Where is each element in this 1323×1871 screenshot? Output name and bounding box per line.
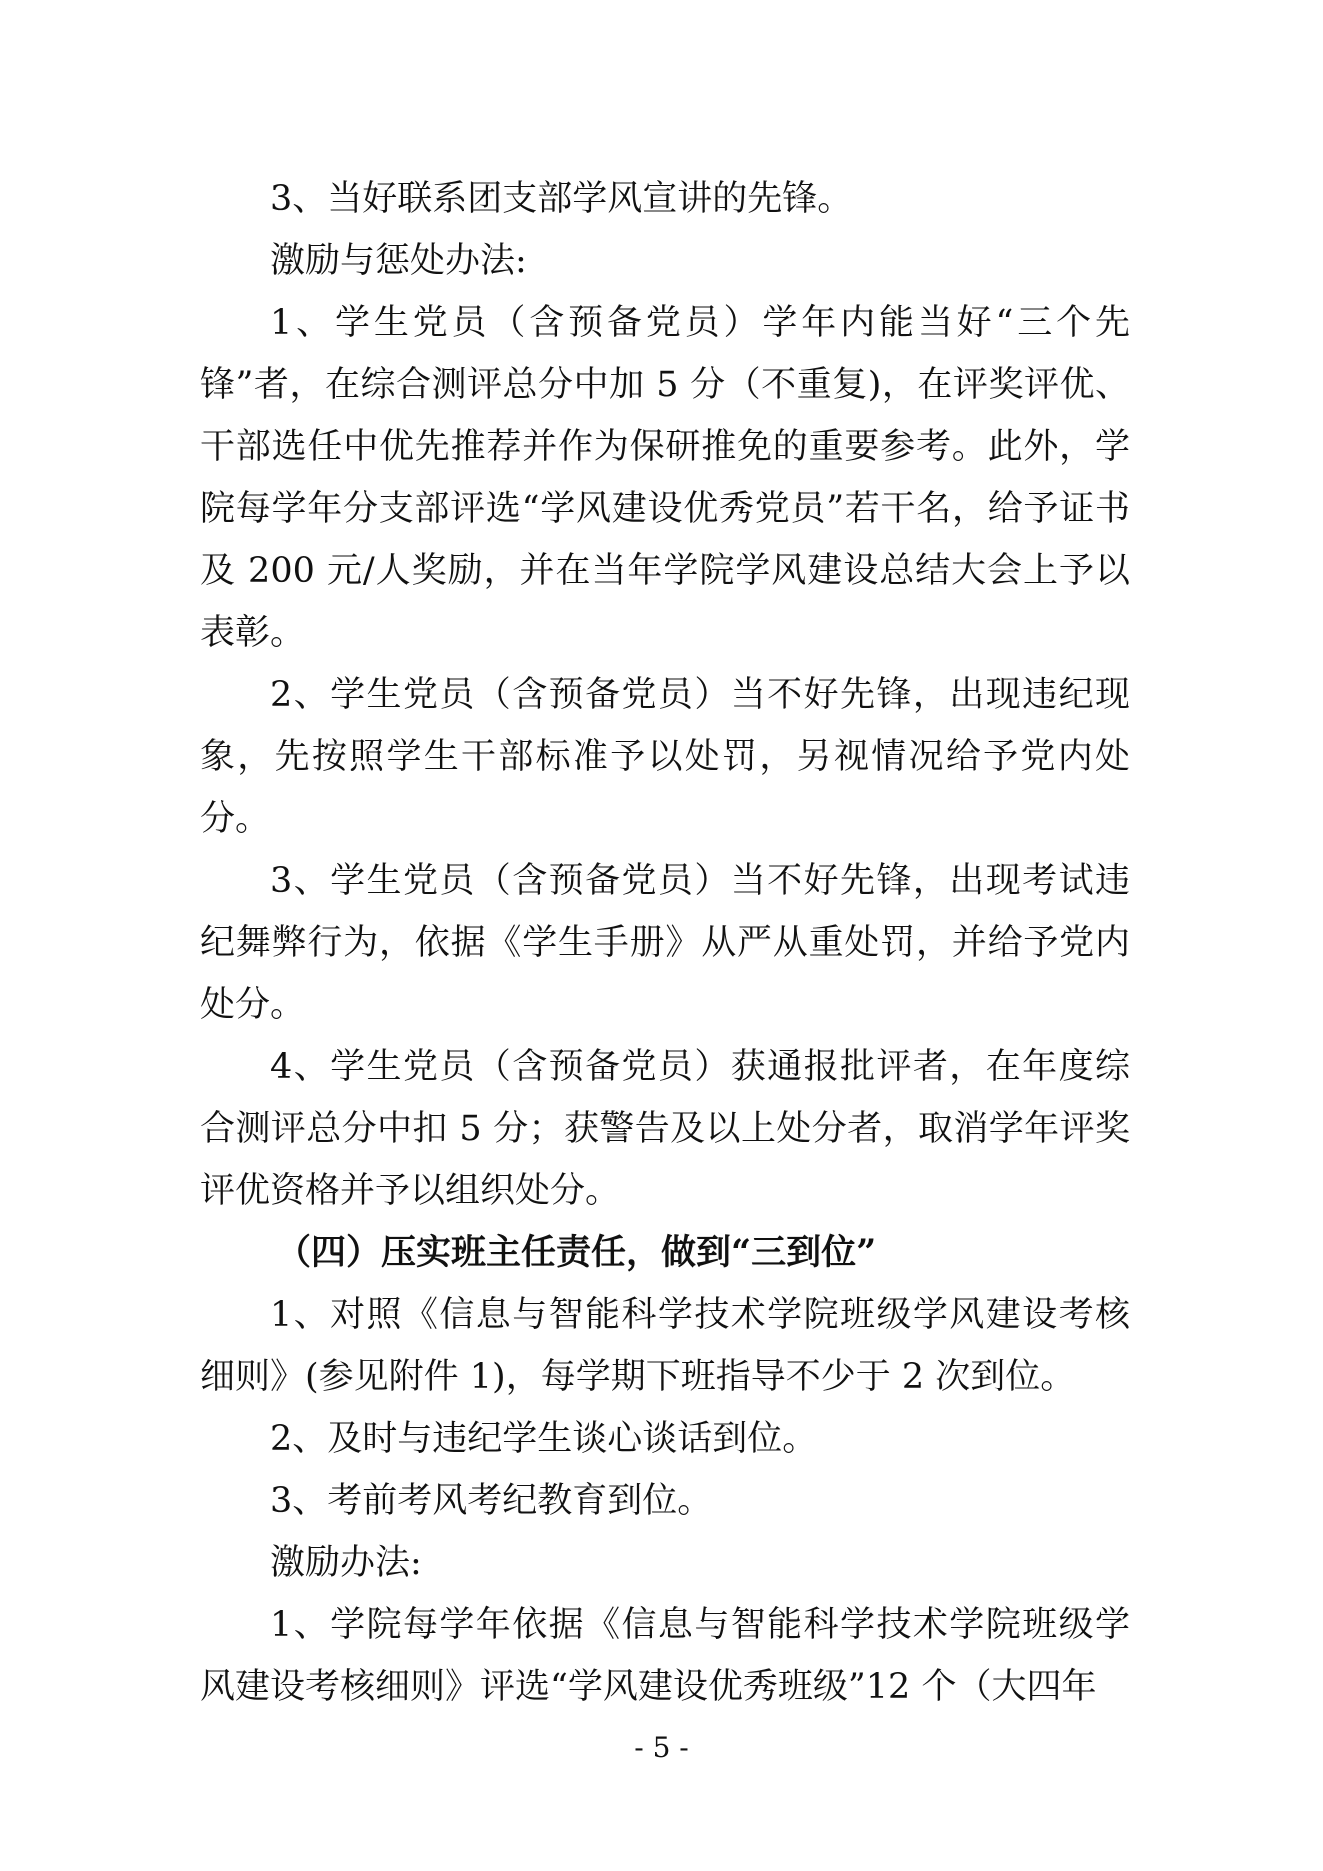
page-number: - 5 - bbox=[634, 1731, 689, 1764]
document-body bbox=[200, 168, 1130, 1718]
paragraph-punishment-3: 3、学生党员（含预备党员）当不好先锋，出现考试违纪舞弊行为，依据《学生手册》从严从重处罚，并给予党内处分。 bbox=[200, 861, 1130, 1025]
paragraph-incentive-punishment-title: 激励与惩处办法: bbox=[270, 241, 527, 281]
paragraph-item-3-vanguard: 3、当好联系团支部学风宣讲的先锋。 bbox=[270, 179, 853, 219]
paragraph-incentive-title: 激励办法: bbox=[270, 1543, 422, 1583]
paragraph-punishment-4: 4、学生党员（含预备党员）获通报批评者，在年度综合测评总分中扣 5 分；获警告及以上处分者，取消学年评奖评优资格并予以组织处分。 bbox=[200, 1047, 1130, 1211]
paragraph-head-teacher-1: 1、对照《信息与智能科学技术学院班级学风建设考核细则》(参见附件 1)，每学期下班指导不少于 2 次到位。 bbox=[200, 1295, 1130, 1397]
section-heading-4: （四）压实班主任责任，做到“三到位” bbox=[276, 1232, 877, 1273]
paragraph-incentive-1: 1、学生党员（含预备党员）学年内能当好“三个先锋”者，在综合测评总分中加 5 分（不重复)，在评奖评优、干部选任中优先推荐并作为保研推免的重要参考。此外，学院每学年分支部评选“学风建设优秀党员”若干名，给予证书及 200 元/人奖励，并在当年学院学风建设总结大会上予以表彰。 bbox=[200, 303, 1130, 653]
paragraph-head-teacher-2: 2、及时与违纪学生谈心谈话到位。 bbox=[270, 1419, 818, 1459]
paragraph-incentive-class-1: 1、学院每学年依据《信息与智能科学技术学院班级学风建设考核细则》评选“学风建设优秀班级”12 个（大四年 bbox=[200, 1605, 1130, 1707]
paragraph-punishment-2: 2、学生党员（含预备党员）当不好先锋，出现违纪现象，先按照学生干部标准予以处罚，另视情况给予党内处分。 bbox=[200, 675, 1130, 839]
paragraph-head-teacher-3: 3、考前考风考纪教育到位。 bbox=[270, 1481, 713, 1521]
